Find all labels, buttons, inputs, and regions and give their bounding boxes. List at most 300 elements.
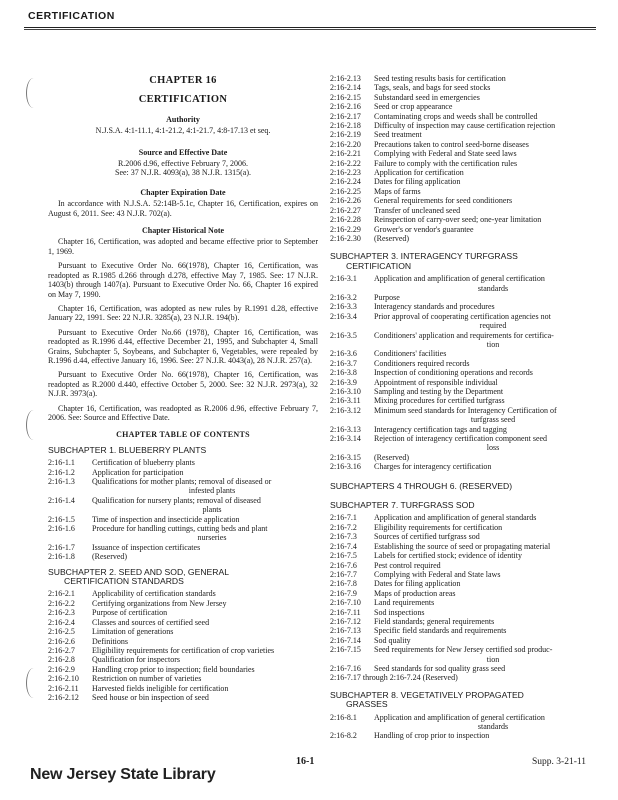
toc-entry-text: Inspection of conditioning operations and records (374, 368, 533, 378)
toc-entry-title (374, 570, 598, 579)
toc-entry-text: Qualification for nursery plants; removal of diseased (92, 495, 261, 505)
toc-entry-text: Dates for filing application (374, 177, 461, 187)
toc-entry-text: Interagency standards and procedures (374, 302, 495, 312)
toc-entry-title (374, 234, 598, 243)
toc-entry (330, 664, 598, 673)
toc-entry-number: 2:16-3.6 (330, 349, 357, 359)
toc-entry-text: Failure to comply with the certification rules (374, 158, 518, 168)
toc-entry-number: 2:16-2.24 (330, 177, 361, 187)
left-column (48, 76, 318, 702)
history-paragraph: Chapter 16, Certification, was adopted as new rules by R.1991 d.28, effective January 22, 1991. See: 22 N.J.R. 3285(a), 23 N.J.R. 194(b). (48, 303, 318, 323)
toc-entry-number: 2:16-3.9 (330, 377, 357, 387)
toc-entry-number: 2:16-2.8 (48, 655, 75, 665)
toc-entry-number: 2:16-7.7 (330, 569, 357, 579)
toc-entry-number: 2:16-7.9 (330, 588, 357, 598)
toc-entry-text: Certification of blueberry plants (92, 458, 195, 468)
toc-entry-title (374, 617, 598, 626)
toc-entry-title (374, 302, 598, 311)
toc-entry-number: 2:16-3.12 (330, 405, 361, 415)
toc-entry-number: 2:16-1.7 (48, 542, 75, 552)
toc-entry-number: 2:16-7.2 (330, 522, 357, 532)
toc-entry-number: 2:16-1.4 (48, 495, 75, 505)
toc-entry-title (92, 684, 318, 693)
toc-entry (330, 561, 598, 570)
toc-entry (330, 302, 598, 311)
toc-entry-text: Maps of production areas (374, 588, 456, 598)
toc-entry-title (374, 206, 598, 215)
toc-entry-text: Interagency certification tags and tagging (374, 424, 507, 434)
toc-entry-number: 2:16-3.1 (330, 274, 357, 284)
toc-entry (330, 206, 598, 215)
toc-entry-title (374, 589, 598, 598)
toc-entry-title (374, 312, 598, 331)
toc-entry-text: Complying with Federal and State seed laws (374, 149, 517, 159)
toc-entry-number: 2:16-7.1 (330, 513, 357, 523)
subchapter-2-title-line1: SUBCHAPTER 2. SEED AND SOD, GENERAL (48, 566, 229, 577)
toc-entry (48, 589, 318, 598)
toc-entry (48, 627, 318, 636)
toc-entry-number: 2:16-3.15 (330, 452, 361, 462)
toc-entry-number: 2:16-2.11 (48, 683, 79, 693)
subchapter-3-list (330, 274, 598, 472)
toc-entry-title (374, 598, 598, 607)
toc-entry-number: 2:16-3.11 (330, 396, 361, 406)
toc-entry-title (374, 551, 598, 560)
history-paragraph: Chapter 16, Certification, was readopted as R.2006 d.96, effective February 7, 2006. See: Source and Effective Date. (48, 403, 318, 422)
subchapter-7-reserved-range: 2:16-7.17 through 2:16-7.24 (Reserved) (330, 673, 458, 683)
toc-entry-title (92, 608, 318, 617)
toc-entry-title (374, 664, 598, 673)
toc-entry (48, 608, 318, 617)
toc-entry-number: 2:16-2.19 (330, 130, 361, 140)
toc-entry-text: Conditioners required records (374, 358, 470, 368)
toc-entry (330, 187, 598, 196)
toc-entry-number: 2:16-3.10 (330, 387, 361, 396)
toc-entry (330, 83, 598, 92)
toc-entry-title (374, 196, 598, 205)
toc-entry-text: Application and amplification of general standards (374, 513, 537, 523)
punch-hole-mark-top (18, 78, 40, 114)
toc-entry-number: 2:16-2.15 (330, 92, 361, 102)
toc-entry (48, 684, 318, 693)
toc-entry-number: 2:16-2.26 (330, 196, 361, 206)
toc-entry (48, 674, 318, 683)
toc-entry-number: 2:16-2.21 (330, 149, 361, 159)
toc-entry-title (374, 225, 598, 234)
toc-entry (330, 168, 598, 177)
history-paragraph: Pursuant to Executive Order No.66 (1978), Chapter 16, Certification, was readopted as R.1996 d.44, effective December 21, 1995, and Subchapter 4, Small Grains, Subchapter 5, Soybeans, and Subchapter 6, Vegetables, were repealed by R.1996 d.44, effective January 16, 1996. See: 27 N.J.R. 4043(a), 28 N.J.R. 257(a). (48, 327, 318, 365)
toc-entry-title (92, 674, 318, 683)
toc-entry-text: Restriction on number of varieties (92, 674, 202, 684)
toc-entry-title (92, 515, 318, 524)
toc-entry-number: 2:16-2.29 (330, 224, 361, 234)
toc-entry-number: 2:16-1.1 (48, 458, 75, 468)
toc-entry-title (374, 608, 598, 617)
right-column (330, 74, 598, 741)
history-paragraph: Pursuant to Executive Order No. 66(1978), Chapter 16, Certification, was readopted as R.2000 d.440, effective October 5, 2000. See: 32 N.J.R. 2973(a), 32 N.J.R. 3973(a). (48, 370, 318, 399)
toc-entry (330, 331, 598, 350)
toc-entry (330, 359, 598, 368)
toc-entry-text: General requirements for seed conditioners (374, 196, 513, 206)
toc-entry-title (92, 627, 318, 636)
subchapter-3-title (330, 252, 598, 271)
toc-entry-text: Maps of farms (374, 186, 421, 196)
toc-entry-number: 2:16-7.16 (330, 663, 361, 673)
toc-entry-text: Establishing the source of seed or propagating material (374, 541, 551, 551)
toc-entry-text: Issuance of inspection certificates (92, 542, 201, 552)
toc-entry-title (374, 149, 598, 158)
toc-entry-title (92, 458, 318, 467)
toc-entry-number: 2:16-2.9 (48, 664, 75, 674)
toc-heading: CHAPTER TABLE OF CONTENTS (116, 430, 250, 440)
toc-entry (330, 523, 598, 532)
toc-entry-number: 2:16-1.3 (48, 477, 75, 486)
toc-entry-text: Application and amplification of general certification (374, 712, 545, 722)
toc-entry-text: (Reserved) (374, 452, 410, 462)
toc-entry-text: Definitions (92, 636, 128, 646)
toc-entry (330, 225, 598, 234)
toc-entry (330, 93, 598, 102)
toc-entry (330, 598, 598, 607)
toc-entry-title (374, 177, 598, 186)
toc-entry-title (374, 523, 598, 532)
toc-entry-number: 2:16-2.23 (330, 168, 361, 178)
toc-entry (330, 387, 598, 396)
toc-entry-number: 2:16-2.22 (330, 158, 361, 168)
toc-entry-number: 2:16-7.10 (330, 598, 361, 608)
toc-entry-text-continued: standards (477, 283, 509, 293)
subchapter-2-list-continued (330, 74, 598, 243)
toc-entry-text-continued: tion (486, 339, 500, 349)
toc-entry (330, 378, 598, 387)
toc-entry-number: 2:16-3.5 (330, 330, 357, 340)
toc-entry-title (374, 168, 598, 177)
toc-entry-text: Conditioners' application and requirements for certifica- (374, 330, 554, 340)
toc-entry-text: Seed house or bin inspection of seed (92, 692, 209, 702)
toc-entry-text: Applicability of certification standards (92, 589, 216, 599)
toc-entry (48, 637, 318, 646)
toc-entry-number: 2:16-2.10 (48, 674, 79, 684)
toc-entry-text: Specific field standards and requirements (374, 626, 507, 636)
toc-entry (330, 140, 598, 149)
toc-entry (48, 646, 318, 655)
toc-entry-title (374, 561, 598, 570)
toc-entry-title (374, 626, 598, 635)
toc-entry-title (374, 140, 598, 149)
toc-entry-text: Purpose of certification (92, 608, 168, 618)
toc-entry-text: Application and amplification of general certification (374, 274, 545, 284)
toc-entry (48, 552, 318, 561)
toc-entry (330, 713, 598, 732)
toc-entry-title (374, 462, 598, 471)
toc-entry-text: Seed standards for sod quality grass seed (374, 663, 506, 673)
toc-entry-number: 2:16-2.28 (330, 215, 361, 225)
toc-entry-title (92, 693, 318, 702)
toc-entry-text: Pest control required (374, 560, 441, 570)
toc-entry-text: Reinspection of carry-over seed; one-year limitation (374, 215, 542, 225)
subchapter-2-list (48, 589, 318, 702)
toc-entry-title (374, 74, 598, 83)
toc-entry-title (374, 93, 598, 102)
subchapter-8-title-line1: SUBCHAPTER 8. VEGETATIVELY PROPAGATED (330, 689, 524, 700)
toc-entry-title (374, 274, 598, 293)
toc-entry-text-continued: required (479, 321, 507, 331)
toc-entry-text: Procedure for handling cuttings, cutting beds and plant (92, 524, 268, 534)
toc-entry-number: 2:16-7.13 (330, 626, 361, 636)
toc-entry-number: 2:16-1.6 (48, 524, 75, 534)
toc-entry (330, 293, 598, 302)
toc-entry (48, 468, 318, 477)
toc-entry-title (374, 159, 598, 168)
toc-entry-text: Seed testing results basis for certification (374, 74, 506, 83)
toc-entry-title (374, 187, 598, 196)
toc-entry (48, 515, 318, 524)
toc-entry (330, 130, 598, 139)
toc-entry-text-continued: loss (486, 443, 500, 453)
toc-entry-number: 2:16-2.17 (330, 111, 361, 121)
toc-entry (48, 599, 318, 608)
toc-entry-number: 2:16-8.2 (330, 731, 357, 741)
toc-entry-text: Eligibility requirements for certification of crop varieties (92, 645, 275, 655)
toc-entry-title (374, 121, 598, 130)
toc-entry-title (374, 331, 598, 350)
toc-entry-text: Tags, seals, and bags for seed stocks (374, 83, 491, 93)
toc-entry (330, 349, 598, 358)
subchapter-1-list (48, 458, 318, 561)
toc-entry-number: 2:16-2.16 (330, 102, 361, 112)
toc-entry-text: Rejection of interagency certification component seed (374, 434, 548, 444)
toc-entry-title (92, 599, 318, 608)
toc-entry (330, 177, 598, 186)
toc-entry (330, 570, 598, 579)
toc-entry (330, 532, 598, 541)
toc-entry-text: Field standards; general requirements (374, 616, 495, 626)
toc-entry-text: Grower's or vendor's guarantee (374, 224, 474, 234)
subchapter-4-6-title: SUBCHAPTERS 4 THROUGH 6. (RESERVED) (330, 480, 513, 491)
toc-entry-number: 2:16-3.8 (330, 368, 357, 378)
toc-entry-text: Qualifications for mother plants; removal of diseased or (92, 477, 272, 486)
expiration-label: Chapter Expiration Date (140, 187, 226, 197)
toc-entry (330, 112, 598, 121)
subchapter-1-title: SUBCHAPTER 1. BLUEBERRY PLANTS (48, 444, 207, 455)
toc-entry (330, 617, 598, 626)
toc-entry-number: 2:16-7.5 (330, 551, 357, 561)
toc-entry-number: 2:16-2.18 (330, 121, 361, 131)
toc-entry-title (374, 83, 598, 92)
running-head: CERTIFICATION (28, 10, 115, 22)
toc-entry (330, 159, 598, 168)
toc-entry-title (92, 543, 318, 552)
toc-entry-text: (Reserved) (374, 233, 410, 243)
toc-entry-text: Difficulty of inspection may cause certification rejection (374, 121, 556, 131)
toc-entry (330, 102, 598, 111)
toc-entry-number: 2:16-2.14 (330, 83, 361, 93)
subchapter-3-title-line1: SUBCHAPTER 3. INTERAGENCY TURFGRASS (330, 251, 518, 262)
toc-entry-number: 2:16-2.1 (48, 589, 75, 599)
history-paragraph: Pursuant to Executive Order No. 66(1978), Chapter 16, Certification, was readopted as R.1985 d.266 through d.278, effective May 7, 1985. See: 17 N.J.R. 1403(b) through 1407(a). Pursuant to Executive Order No. 66, Chapter 16 expired on May 7, 1990. (48, 261, 318, 299)
toc-entry-number: 2:16-7.3 (330, 532, 357, 542)
toc-entry-text: Transfer of uncleaned seed (374, 205, 461, 215)
toc-entry-text: Seed requirements for New Jersey certified sod produc- (374, 645, 553, 655)
toc-entry-text: Conditioners' facilities (374, 349, 447, 359)
toc-entry-title (374, 378, 598, 387)
toc-entry (330, 121, 598, 130)
toc-entry (330, 74, 598, 83)
toc-entry-text: Land requirements (374, 598, 435, 608)
toc-entry-title (92, 496, 318, 515)
toc-entry (330, 645, 598, 664)
chapter-title: CERTIFICATION (138, 94, 228, 106)
toc-entry-number: 2:16-2.4 (48, 617, 75, 627)
toc-entry-text: Seed treatment (374, 130, 422, 140)
toc-entry-number: 2:16-1.2 (48, 467, 75, 477)
subchapter-8-list (330, 713, 598, 741)
toc-entry-number: 2:16-8.1 (330, 712, 357, 722)
toc-entry-text: Appointment of responsible individual (374, 377, 498, 387)
toc-entry (330, 368, 598, 377)
toc-entry-text: Substandard seed in emergencies (374, 92, 480, 102)
toc-entry (48, 477, 318, 496)
toc-entry-text: Qualification for inspectors (92, 655, 180, 665)
toc-entry-number: 2:16-2.13 (330, 74, 361, 83)
header-rule (24, 27, 596, 28)
toc-entry (330, 731, 598, 740)
authority-label: Authority (166, 114, 200, 124)
history-paragraph: Chapter 16, Certification, was adopted and became effective prior to September 1, 1969. (48, 237, 318, 256)
toc-entry (330, 149, 598, 158)
toc-entry-text: Mixing procedures for certified turfgrass (374, 396, 505, 406)
history-label: Chapter Historical Note (141, 226, 225, 236)
toc-entry-text: Prior approval of cooperating certification agencies not (374, 311, 551, 321)
toc-entry-number: 2:16-3.2 (330, 292, 357, 302)
subchapter-7-list (330, 513, 598, 673)
toc-entry-text-continued: nurseries (197, 533, 227, 543)
toc-entry-text: Sampling and testing by the Department (374, 387, 504, 396)
toc-entry-number: 2:16-2.25 (330, 186, 361, 196)
toc-entry-title (374, 579, 598, 588)
toc-entry-title (374, 368, 598, 377)
toc-entry-text-continued: turfgrass seed (470, 415, 516, 425)
toc-entry-title (374, 513, 598, 522)
toc-entry (330, 196, 598, 205)
toc-entry-number: 2:16-2.6 (48, 636, 75, 646)
toc-entry-number: 2:16-7.15 (330, 645, 361, 655)
toc-entry-text-continued: plants (202, 505, 222, 515)
library-logo: New Jersey State Library (30, 766, 216, 783)
toc-entry-title (92, 646, 318, 655)
toc-entry-number: 2:16-1.8 (48, 552, 75, 562)
toc-entry-number: 2:16-7.11 (330, 607, 361, 617)
toc-entry-title (374, 349, 598, 358)
toc-entry-text: Dates for filing application (374, 579, 461, 589)
toc-entry-text-continued: standards (477, 722, 509, 731)
source-text-2: See: 37 N.J.R. 4093(a), 38 N.J.R. 1315(a). (115, 168, 251, 178)
toc-entry-number: 2:16-7.8 (330, 579, 357, 589)
toc-entry (330, 215, 598, 224)
toc-entry-title (92, 618, 318, 627)
toc-entry-number: 2:16-3.3 (330, 302, 357, 312)
toc-entry-text: Application for certification (374, 168, 464, 178)
toc-entry-text: Handling crop prior to inspection; field boundaries (92, 664, 255, 674)
toc-entry-text: Complying with Federal and State laws (374, 569, 501, 579)
toc-entry (330, 513, 598, 522)
toc-entry (330, 551, 598, 560)
toc-entry-number: 2:16-7.4 (330, 541, 357, 551)
toc-entry (330, 312, 598, 331)
toc-entry-number: 2:16-3.16 (330, 462, 361, 472)
toc-entry-text: Eligibility requirements for certification (374, 522, 503, 532)
toc-entry (48, 665, 318, 674)
toc-entry-text: Sod quality (374, 635, 411, 645)
toc-entry (330, 425, 598, 434)
toc-entry-title (374, 359, 598, 368)
toc-entry (48, 618, 318, 627)
toc-entry (330, 406, 598, 425)
subchapter-3-title-line2: CERTIFICATION (346, 260, 412, 271)
toc-entry-number: 2:16-2.3 (48, 608, 75, 618)
source-label: Source and Effective Date (138, 147, 228, 157)
toc-entry (330, 453, 598, 462)
toc-entry-number: 2:16-2.12 (48, 692, 79, 702)
toc-entry-text-continued: tion (486, 654, 500, 664)
subchapter-8-title (330, 691, 598, 710)
toc-entry-title (374, 215, 598, 224)
toc-entry-title (92, 468, 318, 477)
toc-entry-number: 2:16-2.30 (330, 233, 361, 243)
toc-entry-title (92, 665, 318, 674)
toc-entry-title (374, 425, 598, 434)
toc-entry-title (374, 434, 598, 453)
toc-entry-title (374, 130, 598, 139)
expiration-text: In accordance with N.J.S.A. 52:14B-5.1c, Chapter 16, Certification, expires on August 6, 2011. See: 43 N.J.R. 702(a). (48, 199, 318, 218)
toc-entry-text: Precautions taken to control seed-borne diseases (374, 139, 529, 149)
toc-entry (330, 234, 598, 243)
toc-entry-title (374, 645, 598, 664)
toc-entry-title (374, 102, 598, 111)
toc-entry-title (374, 406, 598, 425)
toc-entry-title (374, 453, 598, 462)
toc-entry-number: 2:16-7.6 (330, 560, 357, 570)
subchapter-8-title-line2: GRASSES (346, 699, 388, 710)
toc-entry-text: Seed or crop appearance (374, 102, 453, 112)
toc-entry (48, 543, 318, 552)
toc-entry-text: Minimum seed standards for Interagency Certification of (374, 405, 557, 415)
toc-entry-text: Time of inspection and insecticide application (92, 514, 240, 524)
header-rule-secondary (24, 29, 596, 30)
toc-entry-title (374, 542, 598, 551)
toc-entry-number: 2:16-1.5 (48, 514, 75, 524)
source-text-1: R.2006 d.96, effective February 7, 2006. (117, 159, 249, 169)
toc-entry-text: Sources of certified turfgrass sod (374, 532, 480, 542)
toc-entry-text: Limitation of generations (92, 627, 174, 637)
toc-entry (330, 396, 598, 405)
toc-entry-number: 2:16-2.7 (48, 645, 75, 655)
toc-entry-title (374, 532, 598, 541)
toc-entry (48, 458, 318, 467)
toc-entry-number: 2:16-2.2 (48, 598, 75, 608)
toc-entry-number: 2:16-7.14 (330, 635, 361, 645)
toc-entry-text: Harvested fields ineligible for certification (92, 683, 229, 693)
toc-entry-text: Charges for interagency certification (374, 462, 492, 472)
toc-entry-text: Certifying organizations from New Jersey (92, 598, 227, 608)
toc-entry-title (374, 713, 598, 732)
punch-hole-mark-middle (18, 410, 40, 446)
toc-entry (48, 693, 318, 702)
toc-entry-text: Labels for certified stock; evidence of identity (374, 551, 522, 561)
toc-entry-number: 2:16-2.27 (330, 205, 361, 215)
toc-entry-number: 2:16-3.4 (330, 311, 357, 321)
toc-entry (330, 274, 598, 293)
